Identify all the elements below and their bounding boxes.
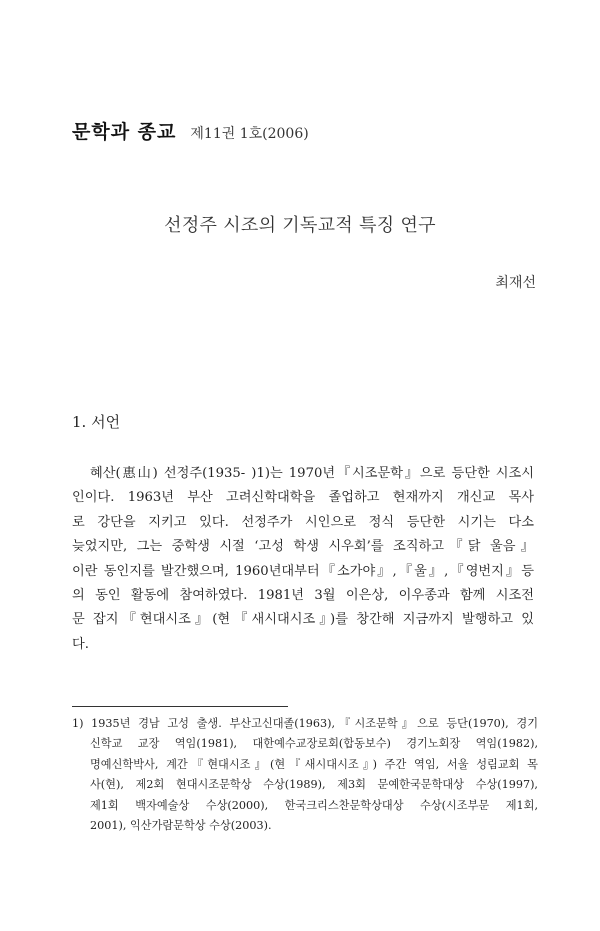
footnote-line: 명예신학박사, 계간『현대시조』(현『새시대시조』) 주간 역임, 서울 성림교회 목 [90, 757, 538, 771]
author-name: 최재선 [495, 275, 536, 291]
journal-issue: 제11권 1호(2006) [190, 126, 309, 142]
body-line: 다. [72, 636, 89, 652]
footnote-line: 1) 1935년 경남 고성 출생. 부산고신대졸(1963),『시조문학』으로 등단(1970), 경기 [72, 717, 538, 730]
section-heading: 1. 서언 [72, 413, 121, 431]
footnote-line: 사(현), 제2회 현대시조문학상 수상(1989), 제3회 문예한국문학대상 수상(1997), [90, 778, 538, 792]
body-line: 혜산(惠山) 선정주(1935- )1)는 1970년『시조문학』으로 등단한 시조시 [90, 466, 534, 481]
body-line: 로 강단을 지키고 있다. 선정주가 시인으로 정식 등단한 시기는 다소 [72, 514, 534, 530]
journal-header [72, 117, 309, 143]
body-line: 문 잡지『현대시조』(현『새시대시조』)를 창간해 지금까지 발행하고 있 [72, 612, 534, 628]
body-line: 늦었지만, 그는 중학생 시절 ‘고성 학생 시우회’를 조직하고『닭 울음』 [72, 539, 534, 555]
body-line: 이란 동인지를 발간했으며, 1960년대부터『소가야』,『울』,『영번지』등 [72, 563, 534, 579]
paper-title: 선정주 시조의 기독교적 특징 연구 [164, 215, 436, 236]
journal-logo: 문학과 종교 [72, 121, 177, 143]
footnote-line: 제1회 백자예술상 수상(2000), 한국크리스찬문학상대상 수상(시조부문 제1회, [90, 798, 538, 812]
footnote-divider [72, 706, 288, 707]
footnote [72, 714, 538, 836]
body-paragraph [72, 462, 534, 657]
footnote-line: 2001), 익산가람문학상 수상(2003). [90, 819, 272, 833]
body-line: 의 동인 활동에 참여하였다. 1981년 3월 이은상, 이우종과 함께 시조전 [72, 588, 534, 604]
body-line: 인이다. 1963년 부산 고려신학대학을 졸업하고 현재까지 개신교 목사 [72, 490, 534, 506]
footnote-line: 신학교 교장 역임(1981), 대한예수교장로회(합동보수) 경기노회장 역임(1982), [90, 737, 538, 751]
